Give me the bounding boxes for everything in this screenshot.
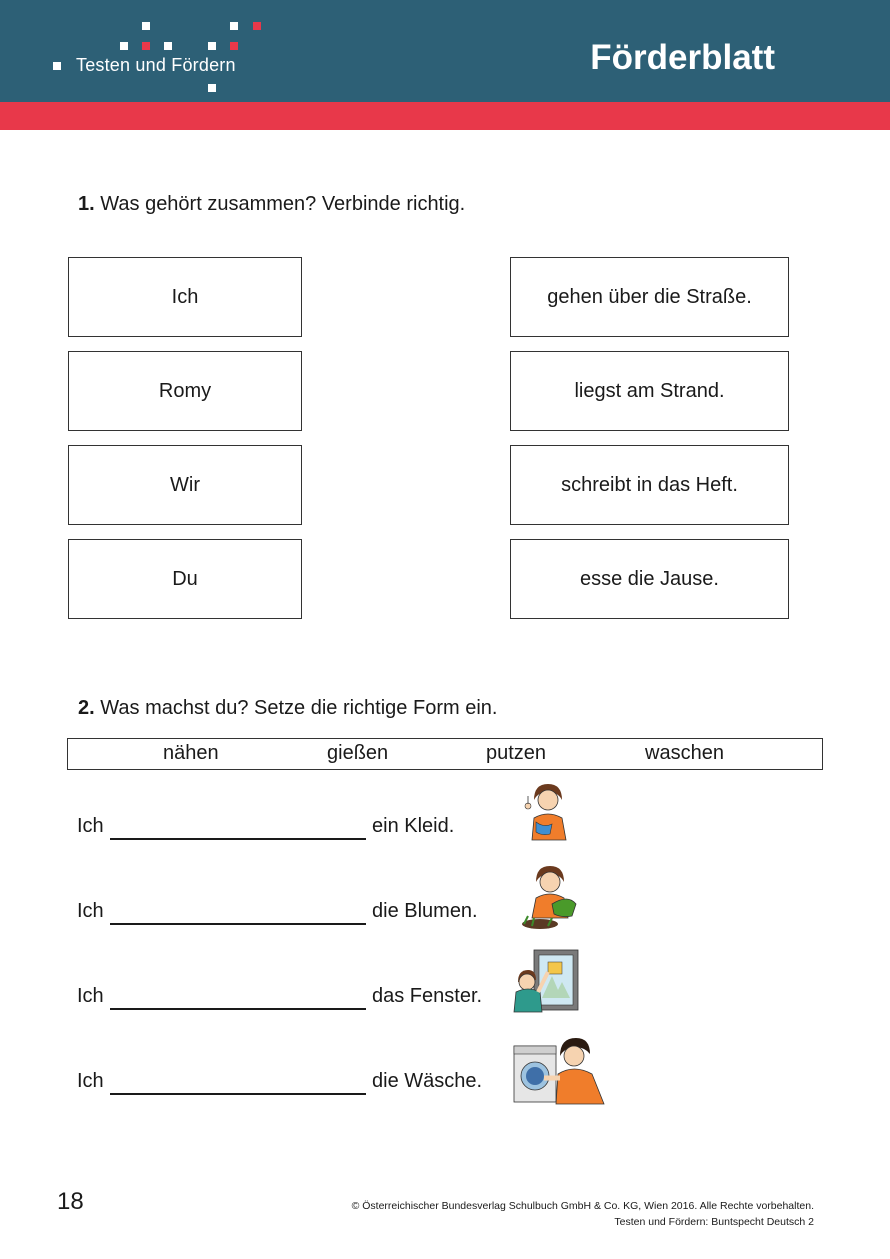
topic-label: Personalformen: [645, 209, 775, 228]
right-box-4[interactable]: [510, 539, 789, 619]
sentence-rest: ein Kleid.: [372, 815, 455, 837]
sentence-subject: Ich: [77, 985, 104, 1007]
answer-blank[interactable]: [110, 1093, 366, 1095]
word-bank-item: putzen: [486, 742, 547, 764]
task1-number: 1.: [78, 193, 95, 215]
left-box-1[interactable]: [68, 257, 302, 337]
word-bank-item: waschen: [645, 742, 724, 764]
left-box-3[interactable]: [68, 445, 302, 525]
word-bank-item: gießen: [327, 742, 389, 764]
right-box-text: gehen über die Straße.: [547, 285, 752, 308]
right-box-text: schreibt in das Heft.: [561, 473, 738, 496]
task1-heading: [78, 193, 465, 216]
sentence-subject: Ich: [77, 1070, 104, 1092]
word-bank-item: nähen: [163, 742, 219, 764]
source-notice: Testen und Fördern: Buntspecht Deutsch 2: [614, 1216, 814, 1228]
right-box-3[interactable]: [510, 445, 789, 525]
right-box-text: liegst am Strand.: [574, 379, 725, 402]
answer-blank[interactable]: [110, 923, 366, 925]
left-box-text: Wir: [170, 473, 200, 496]
sentence-rest: die Blumen.: [372, 900, 478, 922]
left-box-2[interactable]: [68, 351, 302, 431]
watering-child-icon: [518, 862, 580, 932]
task2-instruction: Was machst du? Setze die richtige Form ein.: [100, 697, 498, 719]
sentence-subject: Ich: [77, 815, 104, 837]
answer-blank[interactable]: [110, 838, 366, 840]
right-box-1[interactable]: [510, 257, 789, 337]
page-number: 18: [57, 1188, 84, 1215]
copyright-notice: © Österreichischer Bundesverlag Schulbuch GmbH & Co. KG, Wien 2016. Alle Rechte vorbehalten.: [351, 1200, 814, 1212]
page-title: Förderblatt: [590, 38, 775, 77]
answer-blank[interactable]: [110, 1008, 366, 1010]
sentence-subject: Ich: [77, 900, 104, 922]
washing-machine-child-icon: [512, 1034, 608, 1106]
left-box-text: Ich: [171, 285, 199, 308]
sentence-rest: die Wäsche.: [372, 1070, 483, 1092]
sentence-rest: das Fenster.: [372, 985, 483, 1007]
word-bank: [67, 738, 823, 770]
logo-text: Testen und Fördern: [76, 55, 236, 75]
left-box-text: Du: [172, 567, 198, 590]
header-bar: [0, 0, 890, 102]
left-box-4[interactable]: [68, 539, 302, 619]
subject-label: Sprachbetrachtung: [76, 209, 232, 228]
right-box-2[interactable]: [510, 351, 789, 431]
task2-heading: [78, 697, 497, 720]
task1-instruction: Was gehört zusammen? Verbinde richtig.: [100, 193, 466, 215]
left-box-text: Romy: [158, 379, 212, 402]
right-box-text: esse die Jause.: [580, 567, 719, 590]
sewing-child-icon: [520, 778, 576, 842]
window-cleaning-child-icon: [512, 948, 582, 1014]
task2-number: 2.: [78, 697, 95, 719]
